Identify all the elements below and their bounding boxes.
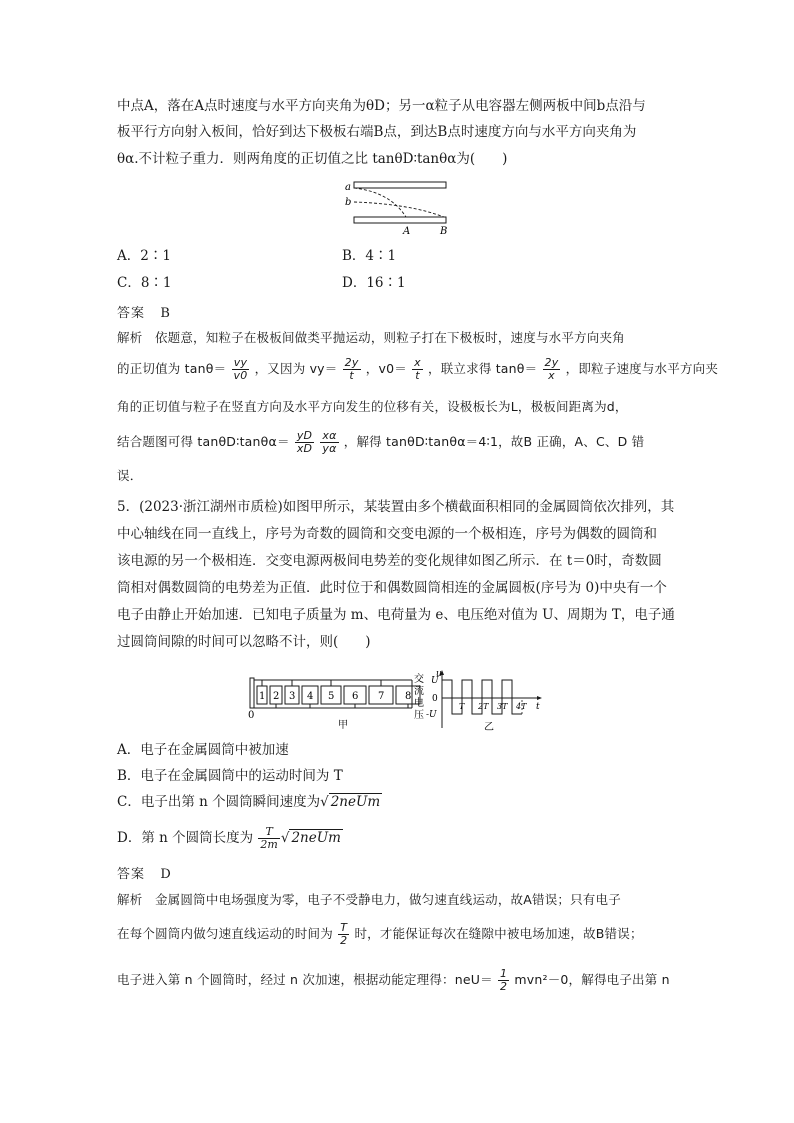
sqrt-expression: 2neUm — [291, 830, 341, 846]
q4-text-line-2: 板平行方向射入板间，恰好到达下极板右端B点，到达B点时速度方向与水平方向夹角为 — [117, 124, 637, 140]
q5-option-a: A．电子在金属圆筒中被加速 — [117, 742, 289, 758]
sqrt-expression: 2neUm — [330, 794, 381, 810]
level-negU-label: -U — [426, 710, 437, 720]
tube-label-1: 1 — [259, 691, 266, 702]
solution-label: 解析 — [117, 330, 143, 345]
q5-text-line-4: 筒相对偶数圆筒的电势差为正值．此时位于和偶数圆筒相连的金属圆板(序号为 0)中央有一个 — [117, 580, 667, 596]
q5-option-b: B．电子在金属圆筒中的运动时间为 T — [117, 768, 343, 784]
label-a: a — [345, 182, 351, 193]
q4-answer-row — [117, 302, 171, 321]
caption-yi: 乙 — [484, 722, 494, 733]
q4-solution-line-3: 角的正切值与粒子在竖直方向及水平方向发生的位移有关，设极板长为L，极板间距离为d， — [117, 399, 628, 414]
q5-text-line-1: 5．(2023·浙江湖州市质检)如图甲所示，某装置由多个横截面积相同的金属圆筒依次排列，其 — [117, 499, 675, 515]
q4-solution-line-1: 解析 依题意，知粒子在极板间做类平抛运动，则粒子打在下极板时，速度与水平方向夹角 — [117, 330, 625, 345]
origin-label: 0 — [432, 694, 438, 704]
q5-text-line-6: 过圆筒间隙的时间可以忽略不计，则( ) — [117, 634, 371, 650]
fraction-2y-x: $\frac{2y}{x}$ — [544, 356, 559, 382]
tick-3T: 3T — [497, 702, 508, 711]
source-char-4: 压 — [414, 710, 424, 721]
q4-option-b: B．4∶1 — [342, 248, 397, 264]
source-char-1: 交 — [414, 674, 424, 685]
fraction-T-2m: $\frac{T}{2m}$ — [260, 825, 278, 851]
q5-solution-line-1: 解析 金属圆筒中电场强度为零，电子不受静电力，做匀速直线运动，故A错误；只有电子 — [117, 892, 621, 907]
q4-text-line-1: 中点A，落在A点时速度与水平方向夹角为θD；另一α粒子从电容器左侧两板中间b点沿与 — [117, 98, 646, 114]
plate-0 — [250, 678, 254, 708]
capacitor-figure — [340, 178, 460, 238]
q4-solution-line-5: 误． — [117, 468, 143, 483]
figure-yi-voltage-plot — [426, 668, 550, 734]
q5-text-line-3: 该电源的另一个极相连．交变电源两极间电势差的变化规律如图乙所示．在 t＝0时，奇数圆 — [117, 553, 662, 569]
q5-solution-line-3: 电子进入第 n 个圆筒时，经过 n 次加速，根据动能定理得：neU＝ $\frac{1}{2}$ mvn²－0，解得电子出第 n — [117, 967, 670, 993]
answer-label: 答案 — [117, 306, 146, 321]
q5-answer-row — [117, 863, 172, 882]
answer-value: B — [160, 306, 171, 321]
fraction-vy-v0: $\frac{vy}{v0}$ — [233, 356, 248, 382]
q4-option-d: D．16∶1 — [342, 275, 406, 291]
label-B: B — [440, 226, 448, 237]
label-A: A — [403, 226, 411, 237]
fraction-yD-xD: $\frac{yD}{xD}$ — [296, 429, 313, 455]
q4-option-a: A．2∶1 — [117, 248, 171, 264]
solution-label: 解析 — [117, 892, 143, 907]
upper-plate — [354, 182, 446, 188]
answer-value: D — [160, 867, 172, 882]
q5-option-c: C．电子出第 n 个圆筒瞬间速度为√ 2neUm — [117, 794, 381, 810]
tube-label-2: 2 — [273, 691, 280, 702]
q4-option-c: C．8∶1 — [117, 275, 172, 291]
fraction-xa-ya: $\frac{x\alpha}{y\alpha}$ — [322, 429, 337, 455]
lower-plate — [354, 217, 446, 223]
q4-solution-line-2: 的正切值为 tanθ＝ $\frac{vy}{v0}$ ，又因为 vy＝ $\frac{2y}{t}$ ，v0＝ $\frac{x}{t}$ ，联立求得 tanθ＝ $\frac{2y}{x}$ ，即粒子速度与水平方向夹 — [117, 356, 719, 382]
q4-solution-line-4: 结合题图可得 tanθD∶tanθα＝ $\frac{yD}{xD}$ $\frac{x\alpha}{y\alpha}$ ，解得 tanθD∶tanθα＝4∶1，故B 正确，A、C、D 错 — [117, 429, 645, 455]
axis-t-label: t — [536, 702, 540, 712]
tube-label-8: 8 — [405, 691, 412, 702]
tick-2T: 2T — [478, 702, 489, 711]
tube-label-3: 3 — [289, 691, 296, 702]
fraction-1-2: $\frac{1}{2}$ — [500, 967, 508, 993]
tube-label-6: 6 — [352, 691, 359, 702]
answer-label: 答案 — [117, 867, 146, 882]
q5-text-line-2: 中心轴线在同一直线上，序号为奇数的圆筒和交变电源的一个极相连，序号为偶数的圆筒和 — [117, 526, 657, 542]
trajectory-b — [354, 202, 444, 217]
tube-label-5: 5 — [328, 691, 335, 702]
tick-T: T — [459, 702, 465, 711]
tick-4T: 4T — [516, 702, 527, 711]
level-U-label: U — [431, 676, 439, 686]
source-char-2: 流 — [414, 686, 424, 697]
axis-u-label: u — [436, 669, 442, 679]
figure-jia-tubes — [246, 670, 436, 732]
q5-text-line-5: 电子由静止开始加速．已知电子质量为 m、电荷量为 e、电压绝对值为 U、周期为 T，电子通 — [117, 607, 675, 623]
caption-jia: 甲 — [338, 720, 348, 731]
q5-solution-line-2: 在每个圆筒内做匀速直线运动的时间为 $\frac{T}{2}$ 时，才能保证每次在缝隙中被电场加速，故B错误； — [117, 921, 643, 947]
label-b: b — [345, 197, 352, 208]
tube-label-7: 7 — [378, 691, 385, 702]
fraction-2y-t: $\frac{2y}{t}$ — [344, 356, 359, 382]
q5-option-d: D．第 n 个圆筒长度为 $\frac{T}{2m}$ √ 2neUm — [117, 825, 341, 851]
source-char-3: 电 — [414, 698, 424, 709]
q4-text-line-3: θα.不计粒子重力．则两角度的正切值之比 tanθD∶tanθα为( ) — [117, 151, 508, 167]
fraction-T-2: $\frac{T}{2}$ — [340, 921, 348, 947]
tube-label-4: 4 — [307, 691, 314, 702]
fraction-x-t: $\frac{x}{t}$ — [414, 356, 421, 382]
plate-zero-label: 0 — [248, 710, 255, 721]
